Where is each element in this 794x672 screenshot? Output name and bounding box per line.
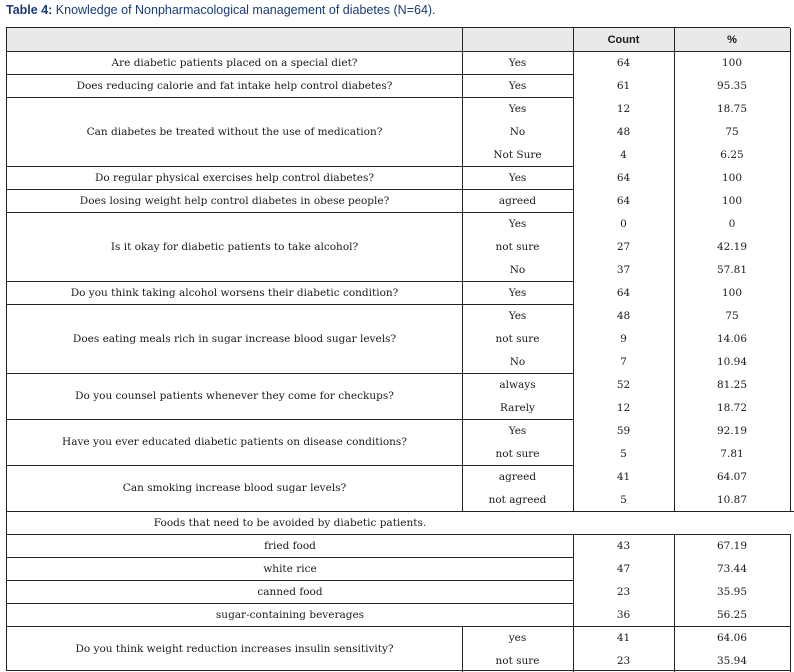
- column-rule: [674, 28, 675, 511]
- response-cell: Rarely: [500, 401, 535, 414]
- response-cell: not agreed: [488, 493, 547, 506]
- question-cell: Do you think taking alcohol worsens their diabetic condition?: [70, 286, 399, 299]
- count-cell: 0: [620, 217, 627, 230]
- question-cell: Are diabetic patients placed on a special diet?: [111, 56, 358, 69]
- count-cell: 4: [620, 148, 627, 161]
- table-caption-label: Table 4:: [6, 3, 53, 17]
- percent-cell: 100: [721, 194, 743, 207]
- question-cell: Foods that need to be avoided by diabetic patients.: [153, 516, 427, 529]
- percent-cell: 10.94: [716, 355, 748, 368]
- count-cell: 48: [616, 309, 631, 322]
- percent-cell: [674, 511, 790, 534]
- count-cell: 41: [616, 631, 631, 644]
- response-cell: Yes: [508, 79, 527, 92]
- percent-cell: 18.72: [716, 401, 748, 414]
- count-cell: 61: [616, 79, 631, 92]
- count-cell: 27: [616, 240, 631, 253]
- row-rule: [7, 212, 462, 213]
- count-cell: 64: [616, 56, 631, 69]
- response-cell: No: [509, 263, 526, 276]
- count-cell: 12: [616, 102, 631, 115]
- column-rule: [790, 534, 791, 672]
- column-rule: [790, 28, 791, 511]
- row-rule: [573, 511, 794, 512]
- count-cell: 7: [620, 355, 627, 368]
- count-cell: 36: [616, 608, 631, 621]
- question-cell: Have you ever educated diabetic patients on disease conditions?: [62, 436, 407, 448]
- percent-cell: 100: [721, 56, 743, 69]
- question-cell: white rice: [263, 562, 317, 575]
- count-cell: 12: [616, 401, 631, 414]
- count-cell: 37: [616, 263, 631, 276]
- question-cell: Do you think weight reduction increases insulin sensitivity?: [75, 643, 394, 655]
- column-rule: [674, 534, 675, 672]
- percent-cell: 6.25: [720, 148, 744, 161]
- response-cell: Yes: [508, 171, 527, 184]
- row-rule: [7, 97, 573, 98]
- count-cell: 9: [620, 332, 627, 345]
- question-cell: Can smoking increase blood sugar levels?: [122, 482, 347, 494]
- count-cell: 64: [616, 286, 631, 299]
- response-cell: Not Sure: [493, 148, 542, 161]
- question-cell: Can diabetes be treated without the use of medication?: [86, 125, 383, 138]
- question-cell: Is it okay for diabetic patients to take alcohol?: [110, 240, 359, 253]
- response-cell: agreed: [498, 470, 537, 483]
- count-cell: 64: [616, 171, 631, 184]
- percent-cell: 42.19: [716, 240, 748, 253]
- count-cell: [573, 511, 674, 534]
- row-rule: [7, 511, 573, 512]
- column-rule: [462, 626, 463, 672]
- percent-cell: 10.87: [716, 493, 748, 506]
- percent-cell: 64.07: [716, 470, 748, 483]
- question-cell: sugar-containing beverages: [215, 608, 365, 621]
- row-rule: [7, 580, 573, 581]
- row-rule: [7, 189, 462, 190]
- table-caption: [6, 1, 436, 21]
- header-percent: %: [674, 28, 790, 51]
- percent-cell: 67.19: [716, 539, 748, 552]
- count-cell: 64: [616, 194, 631, 207]
- count-cell: 43: [616, 539, 631, 552]
- column-rule: [462, 28, 463, 511]
- row-rule: [573, 626, 790, 627]
- percent-cell: 73.44: [716, 562, 748, 575]
- count-cell: 23: [616, 654, 631, 667]
- percent-cell: 75: [725, 309, 739, 322]
- response-cell: No: [509, 355, 526, 368]
- row-rule: [7, 74, 573, 75]
- row-rule: [7, 465, 573, 466]
- row-rule: [7, 603, 573, 604]
- percent-cell: 18.75: [716, 102, 748, 115]
- question-cell: canned food: [257, 585, 323, 598]
- row-rule: [7, 419, 573, 420]
- knowledge-table: [6, 27, 790, 671]
- percent-cell: 92.19: [716, 424, 748, 437]
- percent-cell: 35.95: [716, 585, 748, 598]
- response-cell: yes: [508, 631, 527, 644]
- count-cell: 23: [616, 585, 631, 598]
- count-cell: 41: [616, 470, 631, 483]
- percent-cell: 81.25: [716, 378, 748, 391]
- response-cell: Yes: [508, 56, 527, 69]
- row-rule: [573, 534, 790, 535]
- count-cell: 48: [616, 125, 631, 138]
- response-cell: not sure: [495, 654, 540, 667]
- response-cell: Yes: [508, 102, 527, 115]
- percent-cell: 100: [721, 286, 743, 299]
- header-response-cell: [462, 28, 573, 51]
- percent-cell: 14.06: [716, 332, 748, 345]
- count-cell: 59: [616, 424, 631, 437]
- header-count: Count: [573, 28, 674, 51]
- response-cell: Yes: [508, 286, 527, 299]
- count-cell: 5: [620, 493, 627, 506]
- count-cell: 52: [616, 378, 631, 391]
- percent-cell: 56.25: [716, 608, 748, 621]
- question-cell: Do you counsel patients whenever they come for checkups?: [75, 390, 394, 402]
- count-cell: 5: [620, 447, 627, 460]
- percent-cell: 35.94: [716, 654, 748, 667]
- percent-cell: 57.81: [716, 263, 748, 276]
- response-cell: not sure: [495, 332, 540, 345]
- header-question-cell: [7, 28, 462, 51]
- response-cell: Yes: [508, 309, 527, 322]
- response-cell: Yes: [508, 217, 527, 230]
- question-cell: fried food: [264, 539, 316, 552]
- response-cell: agreed: [498, 194, 537, 207]
- response-cell: always: [499, 378, 536, 391]
- row-rule: [7, 557, 573, 558]
- column-rule: [573, 28, 574, 511]
- percent-cell: 100: [721, 171, 743, 184]
- percent-cell: 95.35: [716, 79, 748, 92]
- response-cell: not sure: [495, 447, 540, 460]
- count-cell: 47: [616, 562, 631, 575]
- question-cell: Do regular physical exercises help control diabetes?: [94, 171, 375, 184]
- row-rule: [7, 304, 573, 305]
- row-rule: [7, 281, 573, 282]
- question-cell: Does losing weight help control diabetes in obese people?: [79, 194, 390, 207]
- percent-cell: 0: [728, 217, 736, 230]
- response-cell: Yes: [508, 424, 527, 437]
- question-cell: Does eating meals rich in sugar increase blood sugar levels?: [72, 332, 397, 345]
- question-cell: Does reducing calorie and fat intake help control diabetes?: [76, 79, 393, 92]
- row-rule: [7, 534, 573, 535]
- percent-cell: 64.06: [716, 631, 748, 644]
- column-rule: [573, 534, 574, 672]
- percent-cell: 75: [725, 125, 739, 138]
- response-cell: No: [509, 125, 526, 138]
- row-rule: [7, 166, 573, 167]
- row-rule: [7, 626, 573, 627]
- row-rule: [7, 373, 573, 374]
- table-caption-text: Knowledge of Nonpharmacological management of diabetes (N=64).: [52, 3, 436, 17]
- response-cell: not sure: [495, 240, 540, 253]
- percent-cell: 7.81: [720, 447, 744, 460]
